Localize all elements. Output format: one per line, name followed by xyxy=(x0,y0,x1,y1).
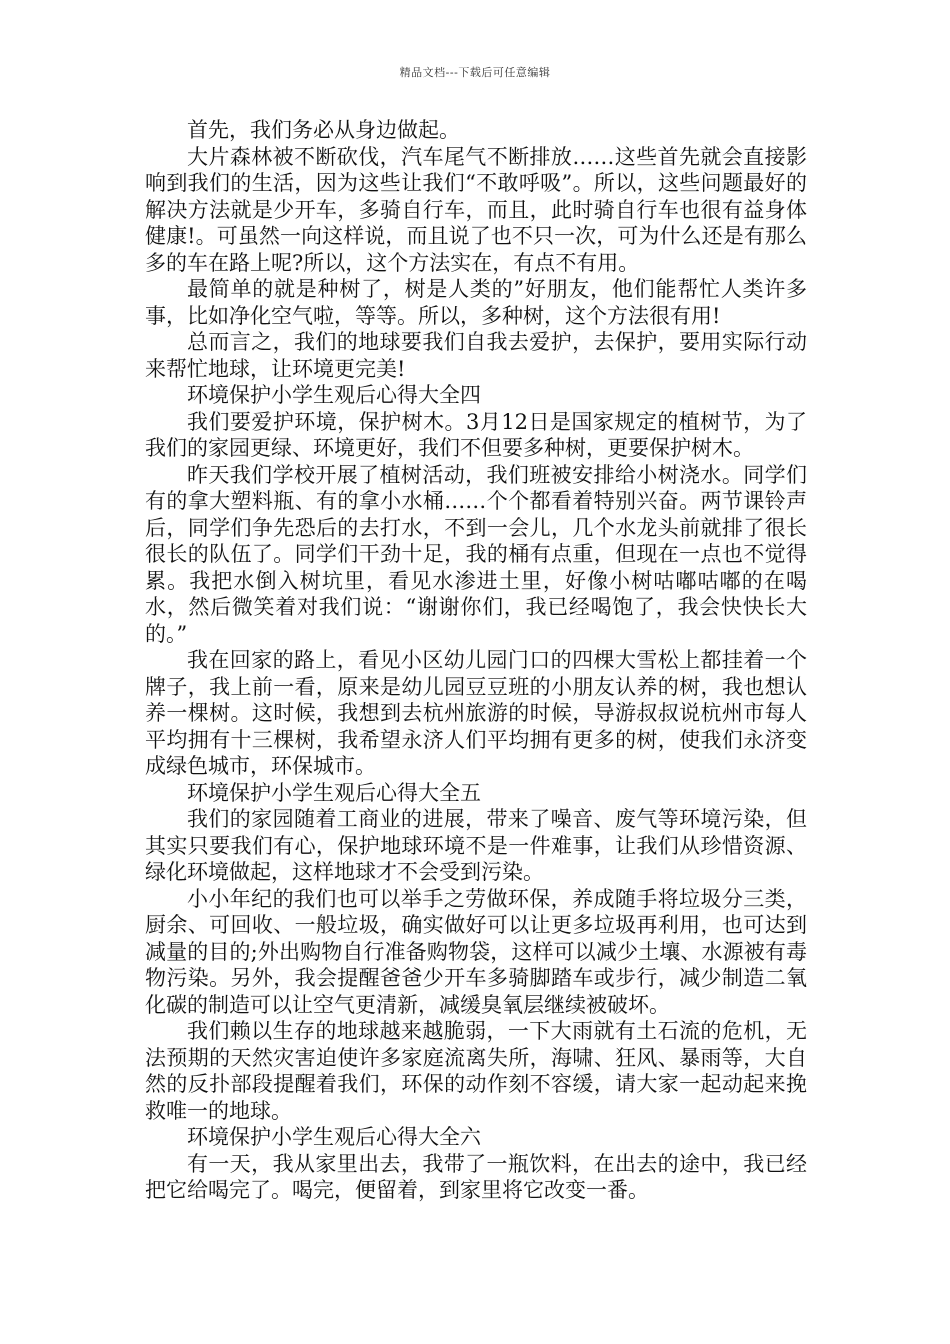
paragraph: 首先，我们务必从身边做起。 xyxy=(187,118,460,142)
section-heading: 环境保护小学生观后心得大全六 xyxy=(187,1125,481,1149)
paragraph: 最简单的就是种树了，树是人类的”好朋友，他们能帮忙人类许多事，比如净化空气啦，等等。所以，多种树，这个方法很有用! xyxy=(145,277,807,328)
paragraph: 小小年纪的我们也可以举手之劳做环保，养成随手将垃圾分三类，厨余、可回收、一般垃圾，确实做好可以让更多垃圾再利用，也可达到减量的目的;外出购物自行准备购物袋，这样可以减少土壤、水源被有毒物污染。另外，我会提醒爸爸少开车多骑脚踏车或步行，减少制造二氧化碳的制造可以让空气更清新，减缓臭氧层继续被破坏。 xyxy=(145,886,807,1017)
section-heading: 环境保护小学生观后心得大全五 xyxy=(187,780,481,805)
paragraph: 我在回家的路上，看见小区幼儿园门口的四棵大雪松上都挂着一个牌子，我上前一看，原来是幼儿园豆豆班的小朋友认养的树，我也想认养一棵树。这时候，我想到去杭州旅游的时候，导游叔叔说杭州市每人平均拥有十三棵树，我希望永济人们平均拥有更多的树，使我们永济变成绿色城市，环保城市。 xyxy=(145,648,807,778)
document-body xyxy=(145,117,807,1204)
paragraph: 昨天我们学校开展了植树活动，我们班被安排给小树浇水。同学们有的拿大塑料瓶、有的拿小水桶……个个都看着特别兴奋。两节课铃声后，同学们争先恐后的去打水，不到一会儿，几个水龙头前就排了很长很长的队伍了。同学们干劲十足，我的桶有点重，但现在一点也不觉得累。我把水倒入树坑里，看见水渗进土里，好像小树咕嘟咕嘟的在喝水，然后微笑着对我们说：“谢谢你们，我已经喝饱了，我会快快长大的。” xyxy=(145,462,807,646)
paragraph: 总而言之，我们的地球要我们自我去爱护，去保护，要用实际行动来帮忙地球，让环境更完美! xyxy=(145,330,807,381)
paragraph: 我们赖以生存的地球越来越脆弱，一下大雨就有土石流的危机，无法预期的天然灾害迫使许多家庭流离失所，海啸、狂风、暴雨等，大自然的反扑部段提醒着我们，环保的动作刻不容缓，请大家一起动起来挽救唯一的地球。 xyxy=(145,1019,807,1123)
section-heading: 环境保护小学生观后心得大全四 xyxy=(187,383,481,407)
paragraph: 有一天，我从家里出去，我带了一瓶饮料，在出去的途中，我已经把它给喝完了。喝完，便留着，到家里将它改变一番。 xyxy=(145,1151,807,1202)
paragraph: 大片森林被不断砍伐，汽车尾气不断排放……这些首先就会直接影响到我们的生活，因为这些让我们“不敢呼吸”。所以，这些问题最好的解决方法就是少开车，多骑自行车，而且，此时骑自行车也很有益身体健康!。可虽然一向这样说，而且说了也不只一次，可为什么还是有那么多的车在路上呢?所以，这个方法实在，有点不有用。 xyxy=(145,144,807,275)
paragraph: 我们的家园随着工商业的进展，带来了噪音、废气等环境污染，但其实只要我们有心，保护地球环境不是一件难事，让我们从珍惜资源、绿化环境做起，这样地球才不会受到污染。 xyxy=(145,807,807,884)
page-header: 精品文档---下载后可任意编辑 xyxy=(399,66,551,79)
paragraph: 我们要爱护环境，保护树木。3月12日是国家规定的植树节，为了我们的家园更绿、环境更好，我们不但要多种树，更要保护树木。 xyxy=(145,409,807,460)
